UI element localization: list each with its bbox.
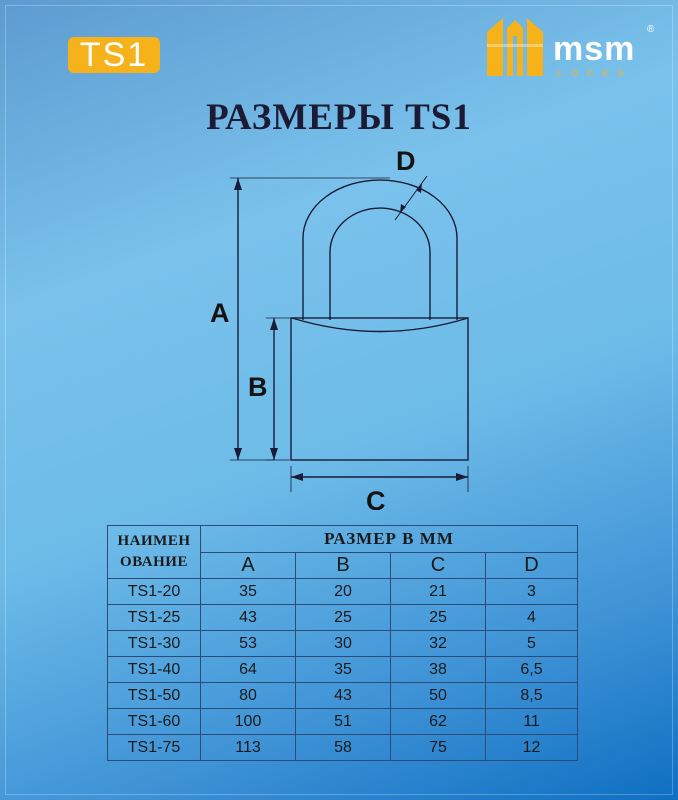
- cell-a: 100: [201, 709, 296, 735]
- name-header-line2: ОВАНИЕ: [120, 554, 188, 570]
- dim-label-a: A: [210, 298, 230, 328]
- page-title: РАЗМЕРЫ TS1: [206, 97, 472, 138]
- cell-a: 53: [201, 631, 296, 657]
- logo-registered-mark: ®: [647, 24, 655, 35]
- name-header: [108, 526, 201, 579]
- table-row: [108, 631, 578, 657]
- cell-c: 25: [391, 605, 486, 631]
- column-header-b: B: [296, 552, 391, 579]
- cell-c: 50: [391, 683, 486, 709]
- cell-name: TS1-25: [108, 605, 201, 631]
- cell-c: 21: [391, 579, 486, 605]
- padlock-dimension-diagram: [190, 140, 510, 510]
- cell-b: 30: [296, 631, 391, 657]
- cell-a: 35: [201, 579, 296, 605]
- cell-a: 80: [201, 683, 296, 709]
- cell-b: 25: [296, 605, 391, 631]
- cell-b: 43: [296, 683, 391, 709]
- table-row: [108, 657, 578, 683]
- cell-name: TS1-30: [108, 631, 201, 657]
- cell-name: TS1-40: [108, 657, 201, 683]
- column-header-c: C: [391, 552, 486, 579]
- model-badge: [68, 37, 160, 73]
- dim-label-c: C: [366, 486, 386, 510]
- cell-a: 64: [201, 657, 296, 683]
- cell-b: 58: [296, 735, 391, 761]
- logo-mark-icon: [485, 14, 545, 78]
- size-table: [107, 525, 578, 761]
- cell-a: 43: [201, 605, 296, 631]
- model-badge-label: TS1: [79, 35, 149, 74]
- logo-sub-text: LOCKS: [557, 68, 633, 78]
- cell-c: 75: [391, 735, 486, 761]
- shackle-inner: [330, 208, 430, 320]
- cell-c: 38: [391, 657, 486, 683]
- name-header-line1: НАИМЕН: [117, 533, 191, 549]
- cell-a: 113: [201, 735, 296, 761]
- brand-logo: [485, 14, 663, 84]
- cell-c: 32: [391, 631, 486, 657]
- cell-d: 11: [486, 709, 578, 735]
- dim-label-d: D: [396, 146, 416, 176]
- table-row: [108, 735, 578, 761]
- cell-b: 20: [296, 579, 391, 605]
- shackle-outer: [303, 180, 457, 320]
- cell-name: TS1-60: [108, 709, 201, 735]
- logo-brand-text: msm: [553, 30, 636, 68]
- size-group-header: РАЗМЕР В ММ: [201, 526, 578, 553]
- cell-name: TS1-20: [108, 579, 201, 605]
- cell-name: TS1-50: [108, 683, 201, 709]
- table-row: [108, 709, 578, 735]
- cell-b: 51: [296, 709, 391, 735]
- cell-c: 62: [391, 709, 486, 735]
- dim-label-b: B: [248, 372, 268, 402]
- lock-body: [291, 318, 468, 460]
- table-row: [108, 683, 578, 709]
- column-header-d: D: [486, 552, 578, 579]
- cell-b: 35: [296, 657, 391, 683]
- cell-d: 8,5: [486, 683, 578, 709]
- body-top-curve: [292, 318, 468, 332]
- cell-d: 4: [486, 605, 578, 631]
- table-row: [108, 579, 578, 605]
- cell-d: 3: [486, 579, 578, 605]
- cell-name: TS1-75: [108, 735, 201, 761]
- table-row: [108, 605, 578, 631]
- cell-d: 5: [486, 631, 578, 657]
- column-header-a: A: [201, 552, 296, 579]
- cell-d: 6,5: [486, 657, 578, 683]
- cell-d: 12: [486, 735, 578, 761]
